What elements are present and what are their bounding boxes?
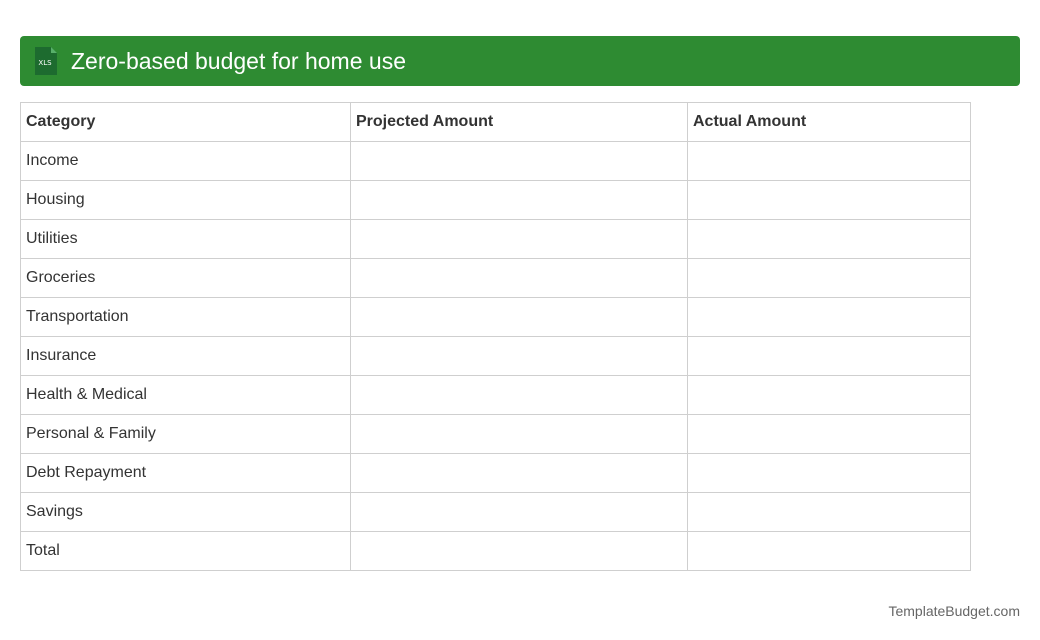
actual-amount-cell[interactable] [688, 142, 971, 181]
projected-amount-cell[interactable] [351, 454, 688, 493]
category-cell: Total [21, 532, 351, 571]
title-bar [20, 36, 1020, 86]
table-row [21, 493, 971, 532]
column-header-projected-amount: Projected Amount [351, 103, 688, 142]
xls-file-icon [33, 46, 59, 76]
table-body [21, 142, 971, 571]
projected-amount-cell[interactable] [351, 532, 688, 571]
category-cell: Savings [21, 493, 351, 532]
actual-amount-cell[interactable] [688, 493, 971, 532]
projected-amount-cell[interactable] [351, 181, 688, 220]
category-cell: Debt Repayment [21, 454, 351, 493]
table-row [21, 376, 971, 415]
projected-amount-cell[interactable] [351, 415, 688, 454]
page-title: Zero-based budget for home use [71, 48, 406, 74]
table-row [21, 415, 971, 454]
actual-amount-cell[interactable] [688, 376, 971, 415]
projected-amount-cell[interactable] [351, 493, 688, 532]
actual-amount-cell[interactable] [688, 220, 971, 259]
category-cell: Utilities [21, 220, 351, 259]
category-cell: Transportation [21, 298, 351, 337]
category-cell: Groceries [21, 259, 351, 298]
actual-amount-cell[interactable] [688, 181, 971, 220]
table-row [21, 337, 971, 376]
table-row [21, 454, 971, 493]
projected-amount-cell[interactable] [351, 220, 688, 259]
actual-amount-cell[interactable] [688, 532, 971, 571]
xls-icon-label: XLS [38, 59, 52, 67]
category-cell: Health & Medical [21, 376, 351, 415]
projected-amount-cell[interactable] [351, 259, 688, 298]
column-header-category: Category [21, 103, 351, 142]
table-row [21, 532, 971, 571]
projected-amount-cell[interactable] [351, 298, 688, 337]
actual-amount-cell[interactable] [688, 298, 971, 337]
actual-amount-cell[interactable] [688, 415, 971, 454]
category-cell: Housing [21, 181, 351, 220]
actual-amount-cell[interactable] [688, 259, 971, 298]
projected-amount-cell[interactable] [351, 376, 688, 415]
table-row [21, 298, 971, 337]
category-cell: Insurance [21, 337, 351, 376]
footer-credit: TemplateBudget.com [888, 603, 1020, 619]
projected-amount-cell[interactable] [351, 337, 688, 376]
table-row [21, 181, 971, 220]
table-row [21, 259, 971, 298]
category-cell: Personal & Family [21, 415, 351, 454]
table-row [21, 142, 971, 181]
category-cell: Income [21, 142, 351, 181]
actual-amount-cell[interactable] [688, 337, 971, 376]
table-row [21, 220, 971, 259]
table-header-row [21, 103, 971, 142]
column-header-actual-amount: Actual Amount [688, 103, 971, 142]
projected-amount-cell[interactable] [351, 142, 688, 181]
budget-table [20, 102, 971, 571]
actual-amount-cell[interactable] [688, 454, 971, 493]
